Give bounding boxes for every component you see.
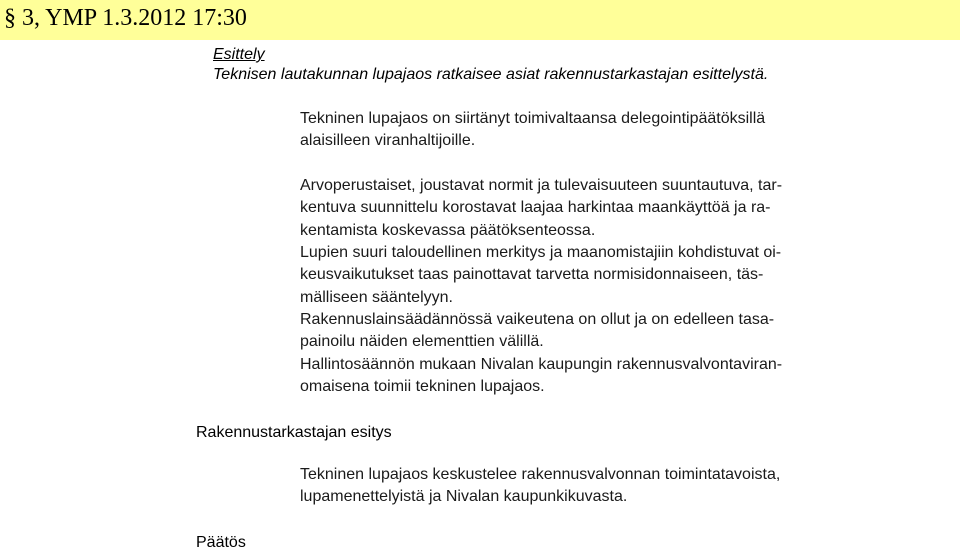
- paragraph-line: kentuva suunnittelu korostavat laajaa harkintaa maankäyttöä ja ra-: [300, 199, 771, 217]
- paragraph-administration: [300, 354, 782, 399]
- intro-text: Teknisen lautakunnan lupajaos ratkaisee asiat rakennustarkastajan esittelystä.: [213, 66, 769, 83]
- paragraph-line: omaisena toimii tekninen lupajaos.: [300, 378, 545, 396]
- paragraph-legislation: [300, 309, 774, 354]
- proposal-text: [300, 464, 780, 509]
- paragraph-line: Lupien suuri taloudellinen merkitys ja maanomistajiin kohdistuvat oi-: [300, 244, 782, 261]
- decision-label: Päätös: [196, 534, 246, 551]
- intro-label: Esittely: [213, 46, 265, 63]
- paragraph-line: lupamenettelyistä ja Nivalan kaupunkikuvasta.: [300, 488, 628, 506]
- paragraph-line: Arvoperustaiset, joustavat normit ja tulevaisuuteen suuntautuva, tar-: [300, 177, 783, 194]
- paragraph-norms: [300, 175, 782, 242]
- section-heading: § 3, YMP 1.3.2012 17:30: [4, 5, 247, 31]
- paragraph-line: painoilu näiden elementtien välillä.: [300, 333, 544, 351]
- paragraph-delegation: [300, 108, 765, 153]
- paragraph-line: Rakennuslainsäädännössä vaikeutena on ollut ja on edelleen tasa-: [300, 311, 775, 328]
- paragraph-line: mälliseen sääntelyyn.: [300, 288, 453, 306]
- paragraph-line: alaisilleen viranhaltijoille.: [300, 132, 476, 150]
- paragraph-line: kentamista koskevassa päätöksenteossa.: [300, 221, 596, 239]
- paragraph-line: keusvaikutukset taas painottavat tarvetta normisidonnaiseen, täs-: [300, 266, 764, 284]
- paragraph-line: Hallintosäännön mukaan Nivalan kaupungin rakennusvalvontaviran-: [300, 356, 783, 373]
- paragraph-line: Tekninen lupajaos keskustelee rakennusvalvonnan toimintatavoista,: [300, 466, 781, 483]
- proposal-label: Rakennustarkastajan esitys: [196, 424, 392, 441]
- paragraph-economic: [300, 242, 781, 309]
- paragraph-line: Tekninen lupajaos on siirtänyt toimivaltaansa delegointipäätöksillä: [300, 110, 766, 127]
